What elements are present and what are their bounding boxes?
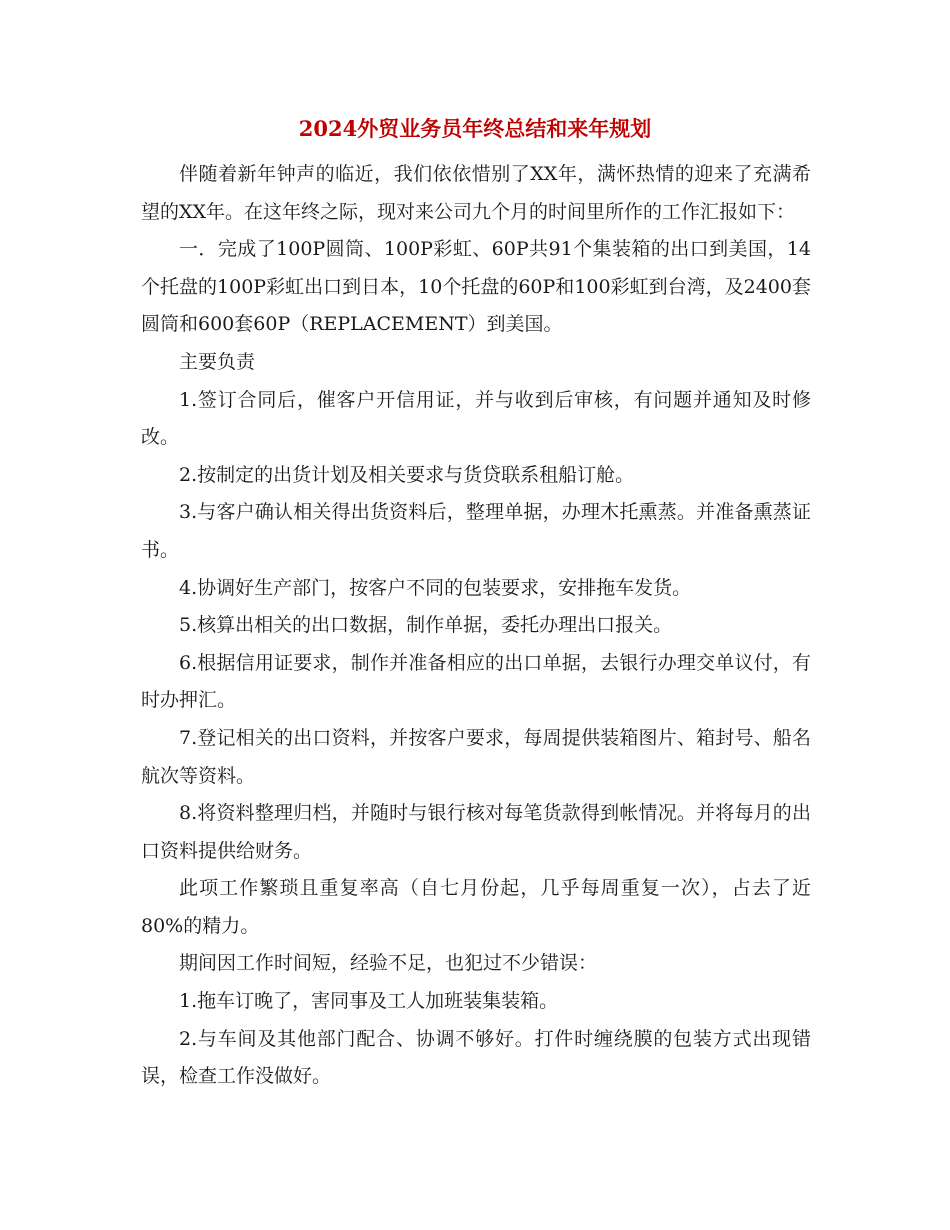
paragraph: 期间因工作时间短，经验不足，也犯过不少错误：: [179, 952, 598, 975]
document-body: [141, 156, 811, 1096]
paragraph: 6.根据信用证要求，制作并准备相应的出口单据，去银行办理交单议付，有时办押汇。: [141, 651, 811, 712]
paragraph: 1.签订合同后，催客户开信用证，并与收到后审核，有问题并通知及时修改。: [141, 388, 811, 449]
paragraph: 主要负责: [179, 350, 256, 373]
paragraph: 2.与车间及其他部门配合、协调不够好。打件时缠绕膜的包装方式出现错误，检查工作没做好。: [141, 1027, 811, 1088]
paragraph: 伴随着新年钟声的临近，我们依依惜别了XX年，满怀热情的迎来了充满希望的XX年。在这年终之际，现对来公司九个月的时间里所作的工作汇报如下：: [141, 163, 811, 223]
paragraph: 1.拖车订晚了，害同事及工人加班装集装箱。: [179, 990, 559, 1013]
paragraph: 8.将资料整理归档，并随时与银行核对每笔货款得到帐情况。并将每月的出口资料提供给财务。: [141, 802, 811, 862]
paragraph: 2.按制定的出货计划及相关要求与货贷联系租船订舱。: [179, 463, 635, 486]
paragraph: 3.与客户确认相关得出货资料后，整理单据，办理木托熏蒸。并准备熏蒸证书。: [141, 501, 811, 561]
paragraph: 5.核算出相关的出口数据，制作单据，委托办理出口报关。: [179, 614, 673, 637]
paragraph: 此项工作繁琐且重复率高（自七月份起，几乎每周重复一次），占去了近80%的精力。: [141, 877, 811, 937]
paragraph: 7.登记相关的出口资料，并按客户要求，每周提供装箱图片、箱封号、船名航次等资料。: [141, 726, 811, 787]
paragraph: 一．完成了100P圆筒、100P彩虹、60P共91个集装箱的出口到美国，14个托盘的100P彩虹出口到日本，10个托盘的60P和100彩虹到台湾，及2400套圆筒和600套60P（REPLACEMENT）到美国。: [141, 238, 811, 336]
document-title: 2024外贸业务员年终总结和来年规划: [298, 116, 652, 141]
paragraph: 4.协调好生产部门，按客户不同的包装要求，安排拖车发货。: [179, 576, 692, 599]
